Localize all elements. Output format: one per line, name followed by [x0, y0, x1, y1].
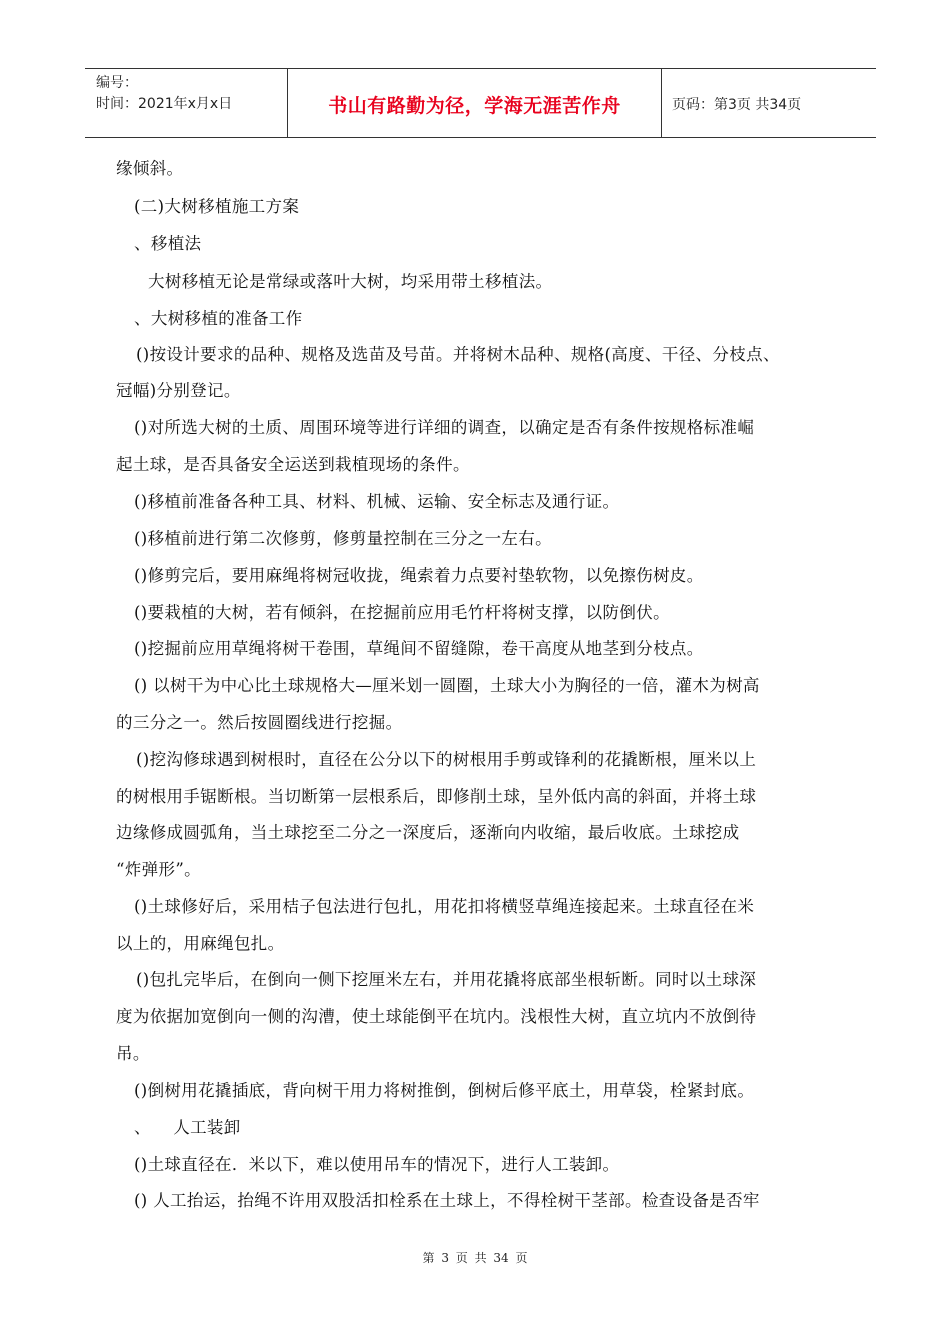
body-line: ()对所选大树的土质、周围环境等进行详细的调查，以确定是否有条件按规格标准崛 — [134, 418, 755, 437]
body-line: ()挖沟修球遇到树根时，直径在公分以下的树根用手剪或锋利的花撬断根，厘米以上 — [136, 750, 757, 769]
body-line: 以上的，用麻绳包扎。 — [116, 934, 285, 953]
subsection-heading: 、移植法 — [134, 234, 202, 253]
page-header — [85, 68, 876, 138]
header-motto: 书山有路勤为径，学海无涯苦作舟 — [328, 95, 621, 117]
body-line: ()倒树用花撬插底，背向树干用力将树推倒，倒树后修平底土，用草袋，栓紧封底。 — [134, 1081, 755, 1100]
body-line: 大树移植无论是常绿或落叶大树，均采用带土移植法。 — [148, 272, 553, 291]
body-line: “炸弹形”。 — [116, 860, 201, 879]
body-line: 的树根用手锯断根。当切断第一层根系后，即修削土球，呈外低内高的斜面，并将土球 — [116, 787, 757, 806]
body-line: ()修剪完后，要用麻绳将树冠收拢，绳索着力点要衬垫软物，以免擦伤树皮。 — [134, 566, 704, 585]
header-page-cell — [662, 69, 876, 137]
body-line: () 人工抬运，抬绳不许用双股活扣栓系在土球上，不得栓树干茎部。检查设备是否牢 — [134, 1191, 760, 1210]
header-info-cell — [85, 69, 287, 137]
header-motto-cell — [287, 69, 662, 137]
doc-time-label: 时间：2021年x月x日 — [96, 96, 233, 112]
body-line: ()土球直径在．米以下，难以使用吊车的情况下，进行人工装卸。 — [134, 1155, 620, 1174]
body-line: ()按设计要求的品种、规格及选苗及号苗。并将树木品种、规格(高度、干径、分枝点、 — [136, 345, 780, 364]
body-line: ()土球修好后，采用桔子包法进行包扎，用花扣将横竖草绳连接起来。土球直径在米 — [134, 897, 755, 916]
body-line: () 以树干为中心比土球规格大—厘米划一圆圈，土球大小为胸径的一倍，灌木为树高 — [134, 676, 760, 695]
body-line: 边缘修成圆弧角，当土球挖至二分之一深度后，逐渐向内收缩，最后收底。土球挖成 — [116, 823, 740, 842]
body-line: ()要栽植的大树，若有倾斜，在挖掘前应用毛竹杆将树支撑，以防倒伏。 — [134, 603, 670, 622]
body-line: 冠幅)分别登记。 — [116, 381, 241, 400]
body-line: ()包扎完毕后，在倒向一侧下挖厘米左右，并用花撬将底部坐根斩断。同时以土球深 — [136, 970, 757, 989]
subsection-heading: 、大树移植的准备工作 — [134, 309, 303, 328]
body-line: ()挖掘前应用草绳将树干卷围，草绳间不留缝隙，卷干高度从地茎到分枝点。 — [134, 639, 704, 658]
body-line: 缘倾斜。 — [116, 159, 184, 178]
header-page-label: 页码：第3页 共34页 — [672, 97, 802, 113]
body-line: 的三分之一。然后按圆圈线进行挖掘。 — [116, 713, 403, 732]
page-footer: 第 3 页 共 34 页 — [422, 1251, 528, 1265]
body-line: ()移植前进行第二次修剪，修剪量控制在三分之一左右。 — [134, 529, 552, 548]
subsection-heading: 、 人工装卸 — [134, 1118, 241, 1137]
body-line: 度为依据加宽倒向一侧的沟漕，使土球能倒平在坑内。浅根性大树，直立坑内不放倒待 — [116, 1007, 757, 1026]
doc-number-label: 编号： — [96, 75, 138, 91]
body-line: ()移植前准备各种工具、材料、机械、运输、安全标志及通行证。 — [134, 492, 620, 511]
body-line: 起土球，是否具备安全运送到栽植现场的条件。 — [116, 455, 470, 474]
body-line: 吊。 — [116, 1044, 150, 1063]
section-heading: (二)大树移植施工方案 — [134, 197, 300, 216]
